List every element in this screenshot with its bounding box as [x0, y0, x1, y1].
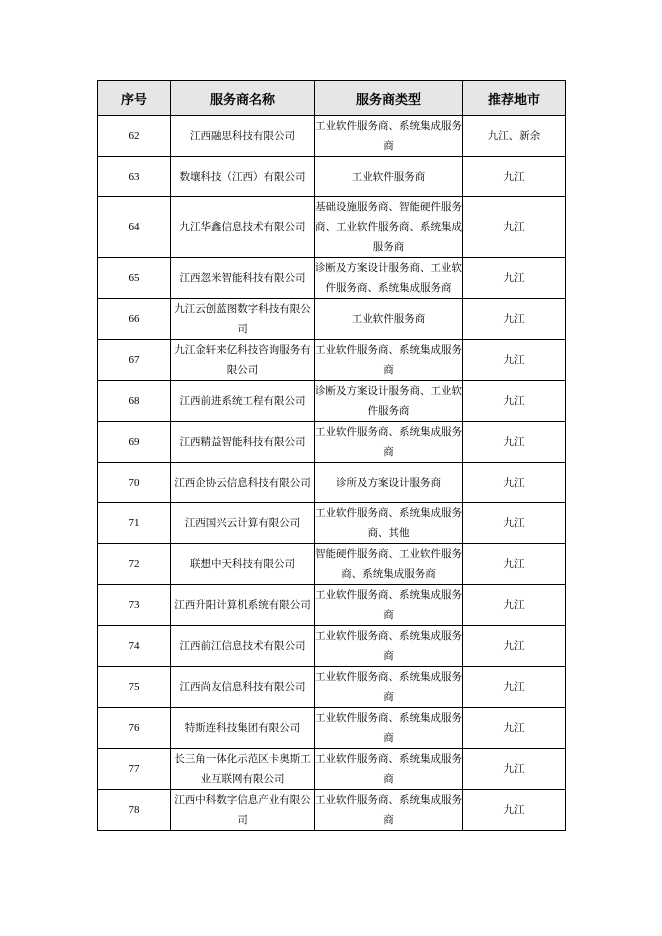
cell-name: 江西企协云信息科技有限公司: [171, 463, 315, 503]
cell-name: 数壤科技（江西）有限公司: [171, 157, 315, 197]
cell-no: 70: [98, 463, 171, 503]
cell-no: 77: [98, 749, 171, 790]
table-row: [98, 197, 566, 258]
table-row: [98, 116, 566, 157]
cell-no: 62: [98, 116, 171, 157]
cell-type: 工业软件服务商、系统集成服务商: [315, 340, 463, 381]
cell-name: 九江金轩来亿科技咨询服务有限公司: [171, 340, 315, 381]
cell-no: 74: [98, 626, 171, 667]
table-row: [98, 381, 566, 422]
cell-type: 工业软件服务商: [315, 157, 463, 197]
cell-city: 九江: [463, 340, 566, 381]
table-row: [98, 585, 566, 626]
table-row: [98, 340, 566, 381]
cell-city: 九江: [463, 667, 566, 708]
cell-name: 江西融思科技有限公司: [171, 116, 315, 157]
cell-type: 工业软件服务商、系统集成服务商: [315, 585, 463, 626]
table-row: [98, 157, 566, 197]
cell-type: 诊断及方案设计服务商、工业软件服务商: [315, 381, 463, 422]
table-row: [98, 667, 566, 708]
cell-no: 69: [98, 422, 171, 463]
table-row: [98, 749, 566, 790]
cell-type: 工业软件服务商、系统集成服务商: [315, 667, 463, 708]
cell-type: 工业软件服务商、系统集成服务商: [315, 422, 463, 463]
cell-name: 九江云创蓝图数字科技有限公司: [171, 299, 315, 340]
cell-city: 九江: [463, 585, 566, 626]
cell-name: 九江华鑫信息技术有限公司: [171, 197, 315, 258]
cell-type: 工业软件服务商、系统集成服务商: [315, 116, 463, 157]
cell-no: 64: [98, 197, 171, 258]
table-row: [98, 258, 566, 299]
cell-city: 九江: [463, 422, 566, 463]
cell-city: 九江: [463, 463, 566, 503]
cell-city: 九江: [463, 299, 566, 340]
cell-name: 江西尚友信息科技有限公司: [171, 667, 315, 708]
header-type: 服务商类型: [315, 81, 463, 116]
header-no: 序号: [98, 81, 171, 116]
table-body: [98, 116, 566, 831]
cell-no: 67: [98, 340, 171, 381]
cell-type: 智能硬件服务商、工业软件服务商、系统集成服务商: [315, 544, 463, 585]
service-provider-table: [97, 80, 566, 831]
cell-city: 九江: [463, 258, 566, 299]
cell-city: 九江: [463, 503, 566, 544]
cell-city: 九江: [463, 381, 566, 422]
cell-city: 九江: [463, 544, 566, 585]
header-city: 推荐地市: [463, 81, 566, 116]
cell-no: 72: [98, 544, 171, 585]
cell-no: 71: [98, 503, 171, 544]
cell-no: 65: [98, 258, 171, 299]
table-row: [98, 503, 566, 544]
cell-no: 63: [98, 157, 171, 197]
cell-type: 工业软件服务商、系统集成服务商: [315, 749, 463, 790]
table-row: [98, 463, 566, 503]
cell-name: 江西升阳计算机系统有限公司: [171, 585, 315, 626]
cell-no: 73: [98, 585, 171, 626]
table-row: [98, 626, 566, 667]
table-row: [98, 708, 566, 749]
cell-name: 联想中天科技有限公司: [171, 544, 315, 585]
cell-name: 长三角一体化示范区卡奥斯工业互联网有限公司: [171, 749, 315, 790]
cell-name: 江西国兴云计算有限公司: [171, 503, 315, 544]
cell-city: 九江: [463, 790, 566, 831]
cell-type: 工业软件服务商、系统集成服务商、其他: [315, 503, 463, 544]
cell-no: 68: [98, 381, 171, 422]
table-header-row: [98, 81, 566, 116]
cell-type: 工业软件服务商、系统集成服务商: [315, 790, 463, 831]
cell-city: 九江、新余: [463, 116, 566, 157]
cell-no: 66: [98, 299, 171, 340]
table-row: [98, 299, 566, 340]
cell-type: 工业软件服务商: [315, 299, 463, 340]
cell-city: 九江: [463, 749, 566, 790]
cell-city: 九江: [463, 157, 566, 197]
table-row: [98, 790, 566, 831]
cell-type: 诊所及方案设计服务商: [315, 463, 463, 503]
cell-name: 特斯连科技集团有限公司: [171, 708, 315, 749]
cell-city: 九江: [463, 197, 566, 258]
table-row: [98, 544, 566, 585]
cell-name: 江西前进系统工程有限公司: [171, 381, 315, 422]
table-row: [98, 422, 566, 463]
cell-name: 江西忽米智能科技有限公司: [171, 258, 315, 299]
cell-type: 诊断及方案设计服务商、工业软件服务商、系统集成服务商: [315, 258, 463, 299]
cell-no: 75: [98, 667, 171, 708]
cell-no: 78: [98, 790, 171, 831]
cell-city: 九江: [463, 708, 566, 749]
cell-name: 江西精益智能科技有限公司: [171, 422, 315, 463]
cell-name: 江西中科数字信息产业有限公司: [171, 790, 315, 831]
cell-type: 工业软件服务商、系统集成服务商: [315, 708, 463, 749]
cell-name: 江西前江信息技术有限公司: [171, 626, 315, 667]
cell-type: 工业软件服务商、系统集成服务商: [315, 626, 463, 667]
cell-city: 九江: [463, 626, 566, 667]
header-name: 服务商名称: [171, 81, 315, 116]
cell-type: 基础设施服务商、智能硬件服务商、工业软件服务商、系统集成服务商: [315, 197, 463, 258]
cell-no: 76: [98, 708, 171, 749]
